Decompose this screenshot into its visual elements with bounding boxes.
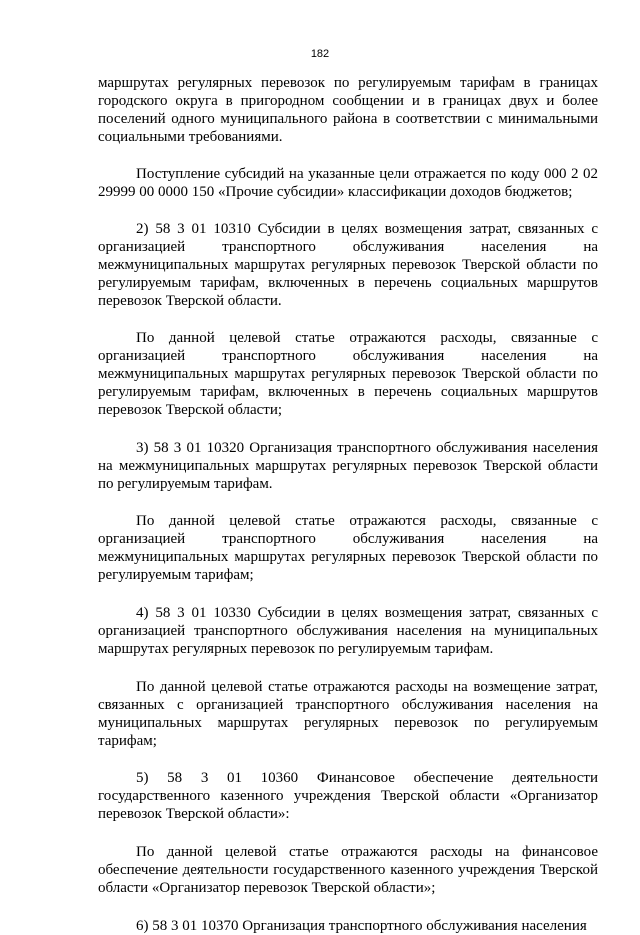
paragraph-continuation: маршрутах регулярных перевозок по регулируемым тарифам в границах городского округа в пригородном сообщении и в границах двух и более поселений одного муниципального района в соответствии с минимальными социальными требованиями. [98,75,598,145]
paragraph-item-2-heading: 2) 58 3 01 10310 Субсидии в целях возмещения затрат, связанных с организацией транспортного обслуживания населения на межмуниципальных маршрутах регулярных перевозок Тверской области по регулируемым тарифам, включенных в перечень социальных маршрутов перевозок Тверской области. [98,221,598,309]
paragraph-item-6-heading: 6) 58 3 01 10370 Организация транспортного обслуживания населения [136,918,587,934]
page-number: 182 [310,48,330,60]
paragraph-subsidy-income-code: Поступление субсидий на указанные цели отражается по коду 000 2 02 29999 00 0000 150 «Прочие субсидии» классификации доходов бюджетов; [98,166,598,200]
paragraph-item-4-description: По данной целевой статье отражаются расходы на возмещение затрат, связанных с организацией транспортного обслуживания населения на муниципальных маршрутах регулярных перевозок по регулируемым тарифам; [98,679,598,749]
paragraph-item-4-heading: 4) 58 3 01 10330 Субсидии в целях возмещения затрат, связанных с организацией транспортного обслуживания населения на муниципальных маршрутах регулярных перевозок по регулируемым тарифам. [98,605,598,657]
paragraph-item-3-heading: 3) 58 3 01 10320 Организация транспортного обслуживания населения на межмуниципальных маршрутах регулярных перевозок Тверской области по регулируемым тарифам. [98,440,598,492]
paragraph-item-5-description: По данной целевой статье отражаются расходы на финансовое обеспечение деятельности государственного казенного учреждения Тверской области «Организатор перевозок Тверской области»; [98,844,598,896]
paragraph-item-3-description: По данной целевой статье отражаются расходы, связанные с организацией транспортного обслуживания населения на межмуниципальных маршрутах регулярных перевозок Тверской области по регулируемым тарифам; [98,513,598,583]
document-body [98,74,598,935]
paragraph-item-2-description: По данной целевой статье отражаются расходы, связанные с организацией транспортного обслуживания населения на межмуниципальных маршрутах регулярных перевозок Тверской области по регулируемым тарифам, включенных в перечень социальных маршрутов перевозок Тверской области; [98,330,598,418]
paragraph-item-5-heading: 5) 58 3 01 10360 Финансовое обеспечение деятельности государственного казенного учреждения Тверской области «Организатор перевозок Тверской области»: [98,770,598,822]
